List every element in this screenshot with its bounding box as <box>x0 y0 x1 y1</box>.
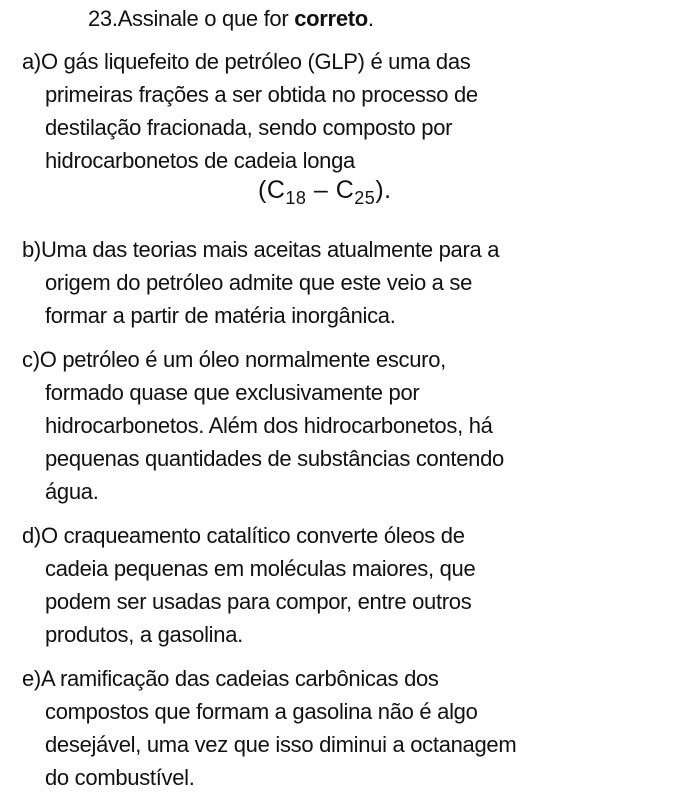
option-line: formado quase que exclusivamente por <box>45 380 420 405</box>
formula-mid: – C <box>306 176 355 204</box>
option-text: O petróleo é um óleo normalmente escuro, <box>39 347 446 372</box>
option-a <box>22 45 682 177</box>
option-line: compostos que formam a gasolina não é algo <box>45 699 478 724</box>
option-line: cadeia pequenas em moléculas maiores, que <box>45 556 476 581</box>
option-c <box>22 343 682 508</box>
option-e <box>22 662 682 794</box>
option-d <box>22 519 682 651</box>
option-line <box>22 233 682 266</box>
question-title <box>88 6 374 32</box>
option-letter: e) <box>22 666 41 691</box>
option-letter: d) <box>22 523 41 548</box>
option-letter: a) <box>22 49 41 74</box>
option-line: hidrocarbonetos de cadeia longa <box>45 148 355 173</box>
question-suffix: . <box>367 6 374 31</box>
question-text: Assinale o que for <box>117 6 295 31</box>
chemical-formula <box>258 176 392 209</box>
option-b <box>22 233 682 332</box>
formula-subscript-25: 25 <box>354 188 376 208</box>
option-line: hidrocarbonetos. Além dos hidrocarbonetos, há <box>45 413 493 438</box>
option-line: formar a partir de matéria inorgânica. <box>45 303 396 328</box>
question-number: 23. <box>88 6 118 31</box>
option-line: primeiras frações a ser obtida no processo de <box>45 82 478 107</box>
option-line: água. <box>45 479 99 504</box>
option-line <box>22 45 682 78</box>
option-letter: c) <box>22 347 40 372</box>
option-line: produtos, a gasolina. <box>45 622 243 647</box>
option-text: Uma das teorias mais aceitas atualmente para a <box>40 237 500 262</box>
option-line <box>22 343 682 376</box>
formula-open: (C <box>258 176 286 204</box>
question-emphasis: correto <box>294 6 368 31</box>
formula-subscript-18: 18 <box>285 188 307 208</box>
option-line <box>22 519 682 552</box>
option-letter: b) <box>22 237 41 262</box>
option-line: origem do petróleo admite que este veio a se <box>45 270 473 295</box>
option-line: destilação fracionada, sendo composto por <box>45 115 453 140</box>
option-line: desejável, uma vez que isso diminui a octanagem <box>45 732 517 757</box>
option-line: pequenas quantidades de substâncias contendo <box>45 446 504 471</box>
formula-close: ). <box>375 176 392 204</box>
option-text: O craqueamento catalítico converte óleos de <box>40 523 465 548</box>
option-text: A ramificação das cadeias carbônicas dos <box>40 666 439 691</box>
option-line: podem ser usadas para compor, entre outros <box>45 589 472 614</box>
option-line: do combustível. <box>45 765 195 790</box>
option-line <box>22 662 682 695</box>
option-text: O gás liquefeito de petróleo (GLP) é uma das <box>40 49 471 74</box>
